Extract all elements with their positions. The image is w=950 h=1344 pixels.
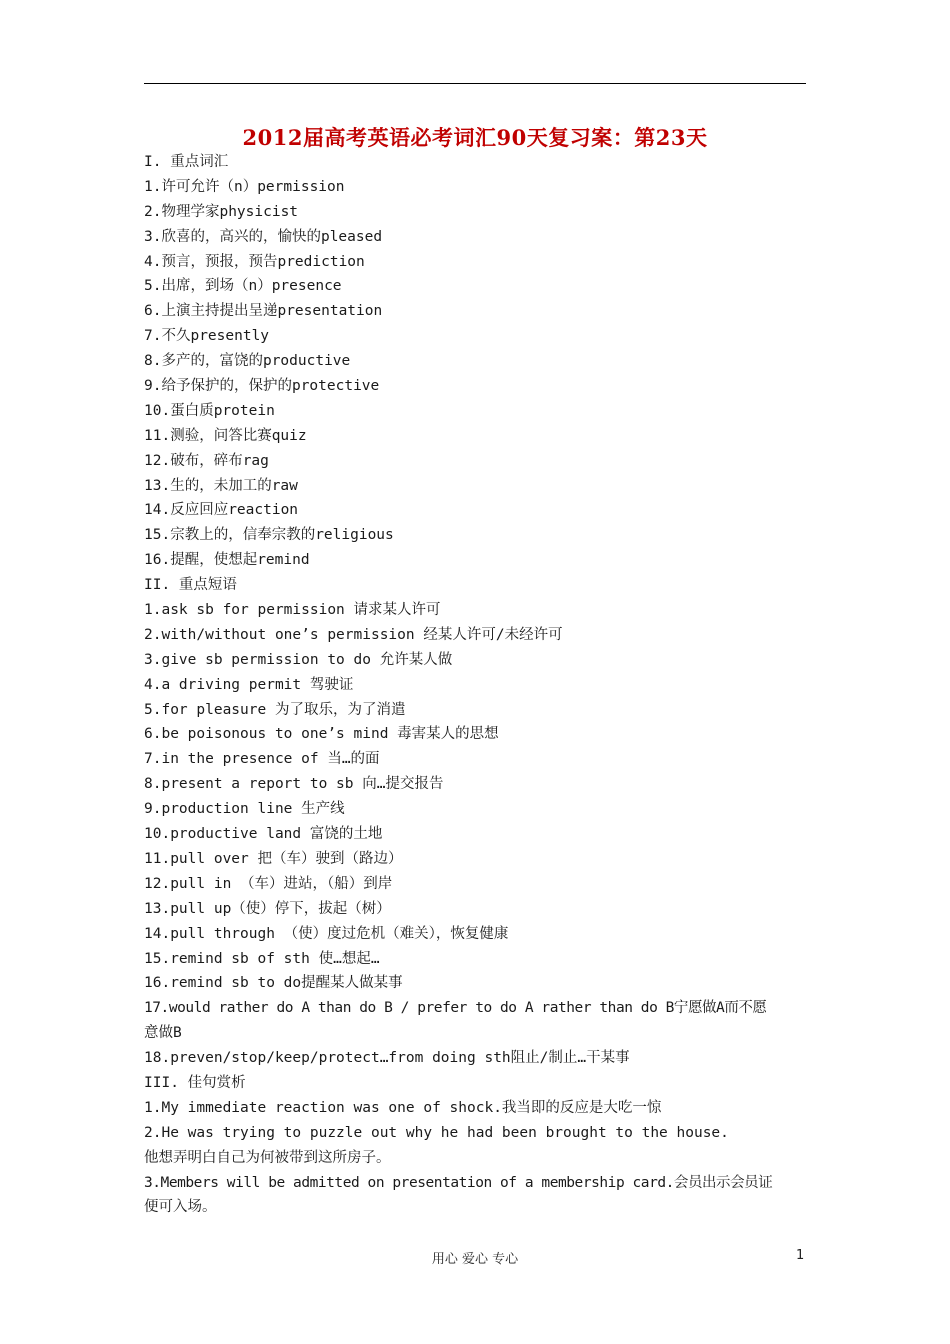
vocab-item: 7.不久presently [144,328,270,345]
vocab-item: 14.反应回应reaction [144,502,299,519]
vocab-item: 16.提醒，使想起remind [144,552,310,569]
vocab-item: 6.上演主持提出呈递presentation [144,303,383,320]
phrase-item: 1.ask sb for permission 请求某人许可 [144,602,441,619]
sentence-translation: 他想弄明白自己为何被带到这所房子。 [144,1149,391,1166]
vocab-item: 2.物理学家physicist [144,203,299,220]
document-title: 2012届高考英语必考词汇90天复习案：第23天 [242,125,708,150]
vocab-item: 13.生的，未加工的raw [144,477,298,494]
phrase-item: 12.pull in （车）进站，（船）到岸 [144,875,393,892]
phrase-item: 14.pull through （使）度过危机（难关），恢复健康 [144,925,509,942]
phrase-item: 7.in the presence of 当…的面 [144,751,380,768]
section-heading: II. 重点短语 [144,577,237,594]
vocab-item: 4.预言，预报，预告prediction [144,253,365,270]
phrase-item-continuation: 意做B [144,1025,182,1042]
sentence-item: 2.He was trying to puzzle out why he had been brought to the house. [144,1124,729,1141]
phrase-item: 18.preven/stop/keep/protect…from doing sth阻止/制止…干某事 [144,1050,630,1067]
phrase-item: 3.give sb permission to do 允许某人做 [144,651,453,668]
phrase-item: 16.remind sb to do提醒某人做某事 [144,975,403,992]
phrase-item: 9.production line 生产线 [144,801,345,818]
vocab-item: 15.宗教上的，信奉宗教的religious [144,527,394,544]
vocab-item: 9.给予保护的，保护的protective [144,378,380,395]
phrase-item: 2.with/without one’s permission 经某人许可/未经许可 [144,626,563,643]
sentence-item: 1.My immediate reaction was one of shock.我当即的反应是大吃一惊 [144,1099,662,1116]
phrase-item: 17.would rather do A than do B / prefer to do A rather than do B宁愿做A而不愿 [144,1000,767,1017]
section-heading: I. 重点词汇 [144,154,229,170]
phrase-item: 6.be poisonous to one’s mind 毒害某人的思想 [144,726,499,743]
page-number: 1 [796,1248,805,1263]
document-body [144,150,808,1220]
vocab-item: 12.破布，碎布rag [144,452,269,469]
footer-motto: 用心 爱心 专心 [431,1252,519,1267]
vocab-item: 3.欣喜的，高兴的，愉快的pleased [144,228,383,245]
phrase-item: 4.a driving permit 驾驶证 [144,676,354,693]
phrase-item: 15.remind sb of sth 使…想起… [144,950,380,967]
vocab-item: 1.许可允许（n）permission [144,178,345,195]
phrase-item: 10.productive land 富饶的土地 [144,826,383,843]
sentence-item: 3.Members will be admitted on presentation of a membership card.会员出示会员证 [144,1174,773,1191]
section-heading: III. 佳句赏析 [144,1074,246,1091]
vocab-item: 10.蛋白质protein [144,402,275,419]
phrase-item: 13.pull up（使）停下，拔起（树） [144,900,391,917]
phrase-item: 5.for pleasure 为了取乐，为了消遣 [144,701,406,718]
header-rule [144,83,806,84]
sentence-item-continuation: 便可入场。 [144,1199,217,1216]
phrase-item: 8.present a report to sb 向…提交报告 [144,776,444,793]
vocab-item: 5.出席，到场（n）presence [144,278,342,295]
vocab-item: 8.多产的，富饶的productive [144,353,351,370]
phrase-item: 11.pull over 把（车）驶到（路边） [144,850,403,867]
vocab-item: 11.测验，问答比赛quiz [144,427,307,444]
